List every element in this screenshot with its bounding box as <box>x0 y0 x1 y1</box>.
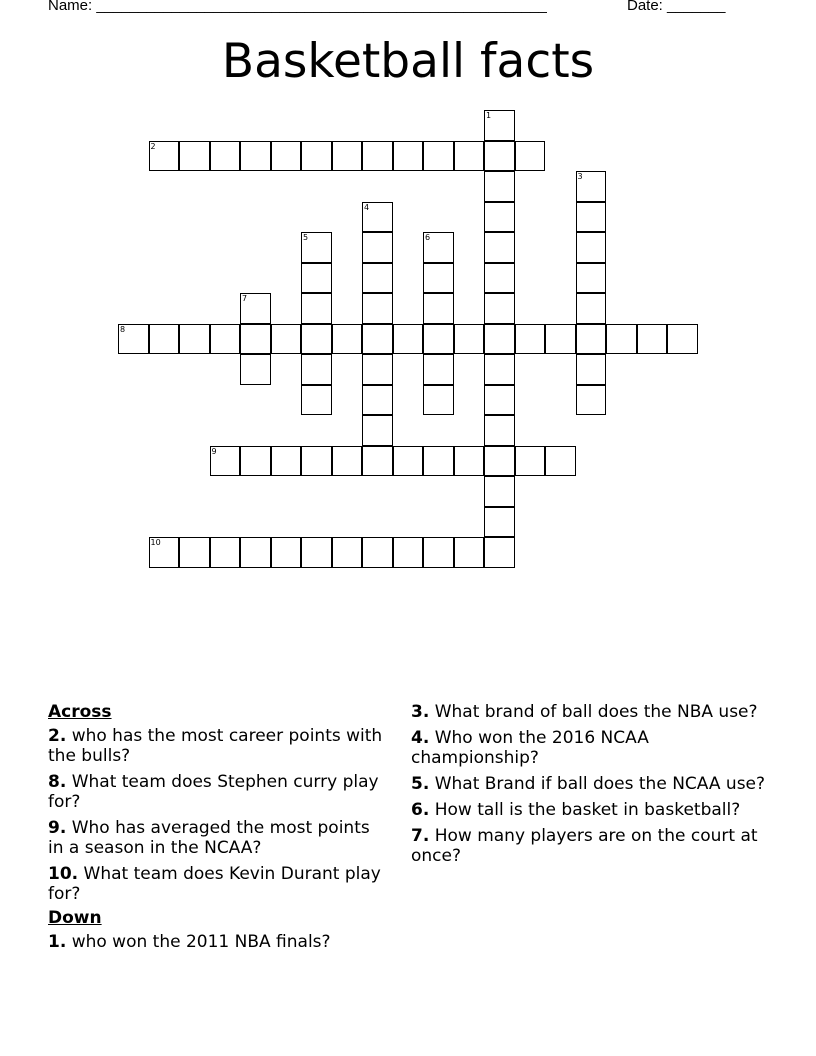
cell-number: 4 <box>364 202 370 212</box>
crossword-cell[interactable] <box>301 446 332 477</box>
crossword-cell[interactable] <box>423 263 454 294</box>
clue-down-6: 6. How tall is the basket in basketball? <box>411 800 741 820</box>
name-field-label: Name: ______________________________________________________ <box>48 0 547 14</box>
crossword-cell[interactable] <box>637 324 668 355</box>
crossword-cell[interactable] <box>332 446 363 477</box>
crossword-cell[interactable] <box>362 385 393 416</box>
crossword-cell[interactable] <box>454 446 485 477</box>
crossword-cell[interactable] <box>179 324 210 355</box>
crossword-cell[interactable] <box>423 324 454 355</box>
crossword-cell[interactable] <box>484 415 515 446</box>
crossword-cell[interactable] <box>576 263 607 294</box>
crossword-cell[interactable] <box>393 537 424 568</box>
clue-down-3: 3. What brand of ball does the NBA use? <box>411 702 758 722</box>
crossword-cell[interactable] <box>362 293 393 324</box>
cell-number: 10 <box>150 538 161 547</box>
crossword-cell[interactable] <box>393 446 424 477</box>
crossword-cell[interactable] <box>423 446 454 477</box>
crossword-cell[interactable] <box>240 537 271 568</box>
crossword-cell[interactable] <box>484 385 515 416</box>
crossword-cell[interactable] <box>149 141 180 172</box>
crossword-cell[interactable] <box>332 537 363 568</box>
crossword-cell[interactable] <box>576 232 607 263</box>
crossword-cell[interactable] <box>484 354 515 385</box>
page-title: Basketball facts <box>221 34 595 89</box>
crossword-cell[interactable] <box>576 324 607 355</box>
cell-number: 6 <box>425 233 431 242</box>
clue-across-10: 10. What team does Kevin Durant play for? <box>48 864 381 904</box>
crossword-cell[interactable] <box>515 141 546 172</box>
crossword-cell[interactable] <box>484 537 515 568</box>
down-heading: Down <box>48 908 102 928</box>
crossword-cell[interactable] <box>240 446 271 477</box>
crossword-cell[interactable] <box>484 110 515 141</box>
date-field-label: Date: _______ <box>627 0 726 14</box>
crossword-cell[interactable] <box>576 385 607 416</box>
crossword-cell[interactable] <box>118 324 149 355</box>
crossword-cell[interactable] <box>484 293 515 324</box>
clue-down-4: 4. Who won the 2016 NCAA championship? <box>411 728 649 768</box>
crossword-cell[interactable] <box>454 324 485 355</box>
crossword-cell[interactable] <box>332 141 363 172</box>
crossword-cell[interactable] <box>362 263 393 294</box>
crossword-cell[interactable] <box>240 293 271 324</box>
cell-number: 2 <box>150 141 156 151</box>
cell-number: 5 <box>303 233 309 242</box>
clue-across-9: 9. Who has averaged the most points in a season in the NCAA? <box>48 818 370 858</box>
cell-number: 3 <box>577 172 583 181</box>
crossword-cell[interactable] <box>393 324 424 355</box>
crossword-cell[interactable] <box>210 537 241 568</box>
crossword-cell[interactable] <box>423 141 454 172</box>
crossword-cell[interactable] <box>545 446 576 477</box>
crossword-cell[interactable] <box>454 141 485 172</box>
crossword-cell[interactable] <box>362 354 393 385</box>
crossword-cell[interactable] <box>606 324 637 355</box>
crossword-cell[interactable] <box>393 141 424 172</box>
crossword-cell[interactable] <box>301 354 332 385</box>
crossword-cell[interactable] <box>423 354 454 385</box>
crossword-cell[interactable] <box>423 232 454 263</box>
clue-across-2: 2. who has the most career points with the bulls? <box>48 726 383 766</box>
crossword-cell[interactable] <box>423 293 454 324</box>
crossword-cell[interactable] <box>484 232 515 263</box>
crossword-cell[interactable] <box>149 537 180 568</box>
crossword-cell[interactable] <box>271 141 302 172</box>
crossword-cell[interactable] <box>515 324 546 355</box>
crossword-cell[interactable] <box>332 324 363 355</box>
crossword-cell[interactable] <box>240 354 271 385</box>
crossword-cell[interactable] <box>210 324 241 355</box>
clues-left-column <box>48 702 388 958</box>
crossword-cell[interactable] <box>362 141 393 172</box>
crossword-cell[interactable] <box>515 446 546 477</box>
crossword-cell[interactable] <box>301 232 332 263</box>
cell-number: 9 <box>211 446 217 456</box>
crossword-cell[interactable] <box>362 202 393 233</box>
crossword-cell[interactable] <box>484 171 515 202</box>
crossword-cell[interactable] <box>301 537 332 568</box>
crossword-cell[interactable] <box>362 537 393 568</box>
crossword-cell[interactable] <box>484 141 515 172</box>
crossword-cell[interactable] <box>576 171 607 202</box>
crossword-cell[interactable] <box>271 324 302 355</box>
crossword-cell[interactable] <box>576 293 607 324</box>
crossword-cell[interactable] <box>271 446 302 477</box>
crossword-cell[interactable] <box>301 141 332 172</box>
crossword-cell[interactable] <box>484 202 515 233</box>
crossword-cell[interactable] <box>362 232 393 263</box>
crossword-cell[interactable] <box>576 354 607 385</box>
clues-right-column <box>411 702 771 872</box>
clue-across-8: 8. What team does Stephen curry play for? <box>48 772 379 812</box>
crossword-cell[interactable] <box>240 324 271 355</box>
crossword-cell[interactable] <box>484 476 515 507</box>
crossword-cell[interactable] <box>362 446 393 477</box>
crossword-cell[interactable] <box>240 141 271 172</box>
cell-number: 7 <box>242 294 248 303</box>
crossword-cell[interactable] <box>484 324 515 355</box>
crossword-cell[interactable] <box>301 324 332 355</box>
crossword-cell[interactable] <box>484 507 515 538</box>
across-heading: Across <box>48 702 112 722</box>
crossword-cell[interactable] <box>179 537 210 568</box>
crossword-cell[interactable] <box>210 446 241 477</box>
crossword-cell[interactable] <box>667 324 698 355</box>
crossword-cell[interactable] <box>301 263 332 294</box>
cell-number: 8 <box>120 324 126 334</box>
crossword-cell[interactable] <box>179 141 210 172</box>
crossword-cell[interactable] <box>362 415 393 446</box>
clue-down-1: 1. who won the 2011 NBA finals? <box>48 932 331 952</box>
crossword-cell[interactable] <box>576 202 607 233</box>
crossword-cell[interactable] <box>423 385 454 416</box>
clue-down-5: 5. What Brand if ball does the NCAA use? <box>411 774 766 794</box>
crossword-cell[interactable] <box>210 141 241 172</box>
crossword-cell[interactable] <box>484 263 515 294</box>
crossword-cell[interactable] <box>484 446 515 477</box>
crossword-cell[interactable] <box>149 324 180 355</box>
crossword-cell[interactable] <box>423 537 454 568</box>
crossword-cell[interactable] <box>545 324 576 355</box>
crossword-cell[interactable] <box>454 537 485 568</box>
clue-down-7: 7. How many players are on the court at once? <box>411 826 758 866</box>
crossword-cell[interactable] <box>301 385 332 416</box>
crossword-cell[interactable] <box>362 324 393 355</box>
crossword-cell[interactable] <box>271 537 302 568</box>
crossword-cell[interactable] <box>301 293 332 324</box>
cell-number: 1 <box>486 111 492 120</box>
